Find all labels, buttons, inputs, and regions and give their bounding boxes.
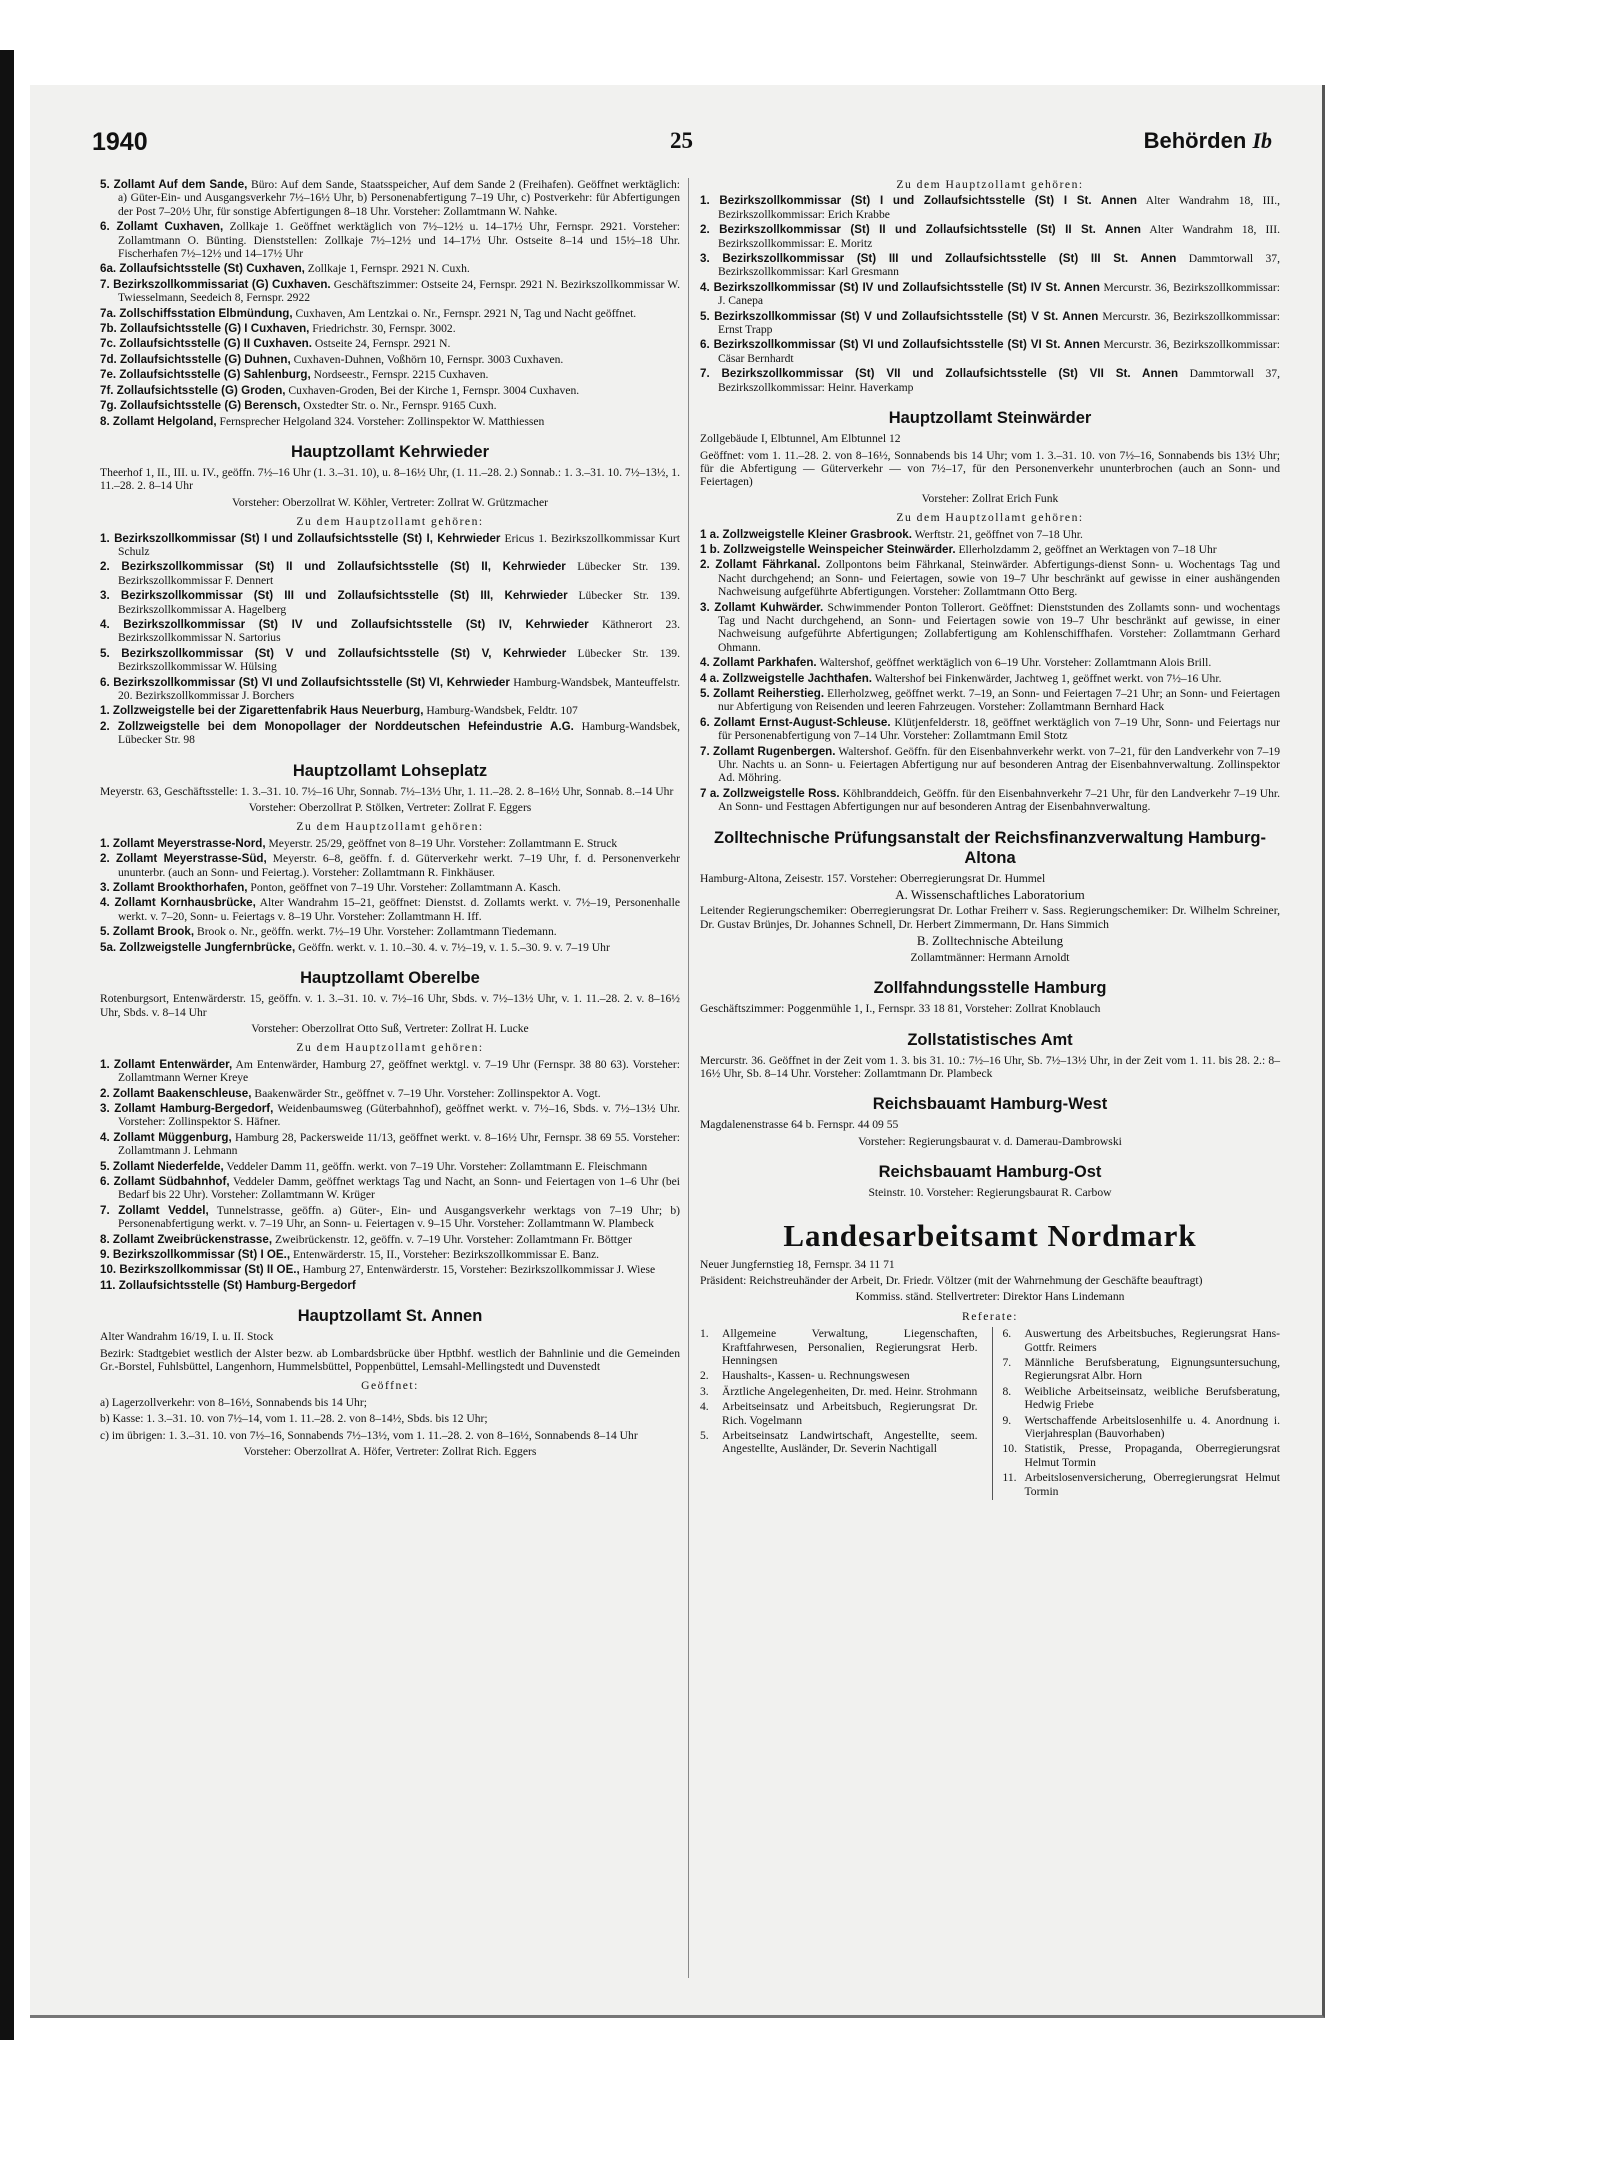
- list-item: 4 a. Zollzweigstelle Jachthafen. Waltershof bei Finkenwärder, Jachtweg 1, geöffnet werkt. von 7½–16 Uhr.: [700, 671, 1222, 685]
- lohseplatz-address: Meyerstr. 63, Geschäftsstelle: 1. 3.–31. 10. 7½–16 Uhr, Sonnab. 7½–13½ Uhr, 1. 11.–28. 2. 8–16½ Uhr, Sonnab. 8.–14 Uhr: [100, 784, 674, 798]
- list-item: a) Lagerzollverkehr: von 8–16½, Sonnabends bis 14 Uhr;: [100, 1395, 367, 1409]
- list-item: 6. Zollamt Südbahnhof, Veddeler Damm, geöffnet werktags Tag und Nacht, an Sonn- und Feiertagen von 1–6 Uhr (bei Bedarf bis 22 Uhr). Vorsteher: Zollamtmann W. Krüger: [100, 1174, 681, 1202]
- header-section: [1144, 128, 1272, 154]
- header-section-code: Ib: [1252, 128, 1272, 153]
- list-item: 1 a. Zollzweigstelle Kleiner Grasbrook. Werftstr. 21, geöffnet von 7–18 Uhr.: [700, 527, 1083, 541]
- referate-left-column: [700, 1327, 978, 1500]
- header-page-number: 25: [670, 128, 693, 153]
- oberelbe-address: Rotenburgsort, Entenwärderstr. 15, geöffn. v. 1. 3.–31. 10. v. 7½–16 Uhr, Sbds. v. 7½–13½ Uhr, v. 1. 11.–28. 2. v. 8–16½ Uhr, Sbds. v. 8–14 Uhr: [100, 992, 680, 1019]
- list-item: 4. Bezirkszollkommissar (St) IV und Zollaufsichtsstelle (St) IV St. Annen Mercurstr. 36, Bezirkszollkommissar: J. Canepa: [700, 280, 1281, 308]
- header-year: 1940: [92, 128, 148, 156]
- list-item: 1. Zollzweigstelle bei der Zigarettenfabrik Haus Neuerburg, Hamburg-Wandsbek, Feldtr. 107: [100, 704, 578, 718]
- pruefung-lab-staff: Leitender Regierungschemiker: Oberregierungsrat Dr. Lothar Freiherr v. Sass. Regierungschemiker: Dr. Wilhelm Schreiner, Dr. Gustav Brünjes, Dr. Johannes Schnell, Dr. Herbert Zimmermann, Dr. Hans Simmich: [700, 904, 1280, 931]
- list-item: 1 b. Zollzweigstelle Weinspeicher Steinwärder. Ellerholzdamm 2, geöffnet an Werktagen von 7–18 Uhr: [700, 542, 1217, 556]
- right-column: [700, 178, 1280, 1500]
- list-item: 6. Zollamt Ernst-August-Schleuse. Klütjenfelderstr. 18, geöffnet werktäglich von 7–19 Uhr, Sonn- und Feiertags nur für Personenabfertigung von 7–14 Uhr. Vorsteher: Zollamtmann Emil Stotz: [700, 715, 1280, 743]
- list-item: 3. Zollamt Hamburg-Bergedorf, Weidenbaumsweg (Güterbahnhof), geöffnet werkt. v. 7½–16, Sbds. v. 7½–13½ Uhr. Vorsteher: Zollinspektor S. Häfner.: [100, 1101, 680, 1129]
- landesarbeitsamt-praesident: Präsident: Reichstreuhänder der Arbeit, Dr. Friedr. Völtzer (mit der Wahrnehmung der Geschäfte beauftragt): [700, 1273, 1203, 1287]
- column-divider: [688, 178, 689, 1978]
- entry-7d: 7d. Zollaufsichtsstelle (G) Duhnen, Cuxhaven-Duhnen, Voßhörn 10, Fernspr. 3003 Cuxhaven.: [100, 352, 564, 366]
- entry-7f: 7f. Zollaufsichtsstelle (G) Groden, Cuxhaven-Groden, Bei der Kirche 1, Fernspr. 3004 Cuxhaven.: [100, 383, 580, 397]
- header-section-label: Behörden: [1143, 128, 1247, 153]
- kehrwieder-address: Theerhof 1, II., III. u. IV., geöffn. 7½–16 Uhr (1. 3.–31. 10), u. 8–16½ Uhr, (1. 11.–28. 2.) Sonnab.: 1. 3.–31. 10. 7½–13½, 1. 11.–28. 2. 8–14 Uhr: [100, 465, 680, 493]
- section-title-zollfahndung: Zollfahndungsstelle Hamburg: [873, 979, 1107, 998]
- pruefung-address: Hamburg-Altona, Zeisestr. 157. Vorsteher: Oberregierungsrat Dr. Hummel: [700, 871, 1046, 885]
- list-item: 2. Zollamt Baakenschleuse, Baakenwärder Str., geöffnet v. 7–19 Uhr. Vorsteher: Zollinspektor A. Vogt.: [100, 1086, 601, 1100]
- entry-7a: 7a. Zollschiffsstation Elbmündung, Cuxhaven, Am Lentzkai o. Nr., Fernspr. 2921 N, Tag und Nacht geöffnet.: [100, 306, 637, 320]
- entry-7g: 7g. Zollaufsichtsstelle (G) Berensch, Oxstedter Str. o. Nr., Fernspr. 9165 Cuxh.: [100, 399, 497, 413]
- zollstatistik-text: Mercurstr. 36. Geöffnet in der Zeit vom 1. 3. bis 31. 10.: 7½–16 Uhr, Sb. 7½–13½ Uhr, in der Zeit vom 1. 11. bis 28. 2.: 8–16½ Uhr, Sb. 8–14 Uhr. Vorsteher: Zollamtmann Dr. Plambeck: [700, 1053, 1280, 1080]
- entry-zollamt-cuxhaven: 6. Zollamt Cuxhaven, Zollkaje 1. Geöffnet werktäglich von 7½–12½ u. 14–17½ Uhr, Fernspr. 2921. Vorsteher: Zollamtmann O. Bünting. Dienststellen: Zollkaje 7½–12½ und 14–17½ Uhr. Ostseite 8–14 und 15½–18 Uhr. Fischerhafen 7½–12½ und 14–17½ Uhr: [100, 220, 680, 261]
- list-item: b) Kasse: 1. 3.–31. 10. von 7½–14, vom 1. 11.–28. 2. von 8–14½, Sbds. bis 12 Uhr;: [100, 1412, 488, 1426]
- section-title-reichsbauamt-west: Reichsbauamt Hamburg-West: [872, 1095, 1108, 1114]
- entry-7e: 7e. Zollaufsichtsstelle (G) Sahlenburg, Nordseestr., Fernspr. 2215 Cuxhaven.: [100, 368, 489, 382]
- entry-8-helgoland: 8. Zollamt Helgoland, Fernsprecher Helgoland 324. Vorsteher: Zollinspektor W. Matthiessen: [100, 414, 545, 428]
- kehrwieder-staff: Vorsteher: Oberzollrat W. Köhler, Vertreter: Zollrat W. Grützmacher: [232, 495, 548, 509]
- lohseplatz-staff: Vorsteher: Oberzollrat P. Stölken, Vertreter: Zollrat F. Eggers: [248, 801, 532, 815]
- list-item: 8. Zollamt Zweibrückenstrasse, Zweibrückenstr. 12, geöffn. v. 7–19 Uhr. Vorsteher: Zollamtmann Fr. Böttger: [100, 1232, 632, 1246]
- list-item: 6. Bezirkszollkommissar (St) VI und Zollaufsichtsstelle (St) VI, Kehrwieder Hamburg-Wandsbek, Manteuffelstr. 20. Bezirkszollkommissar J. Borchers: [100, 675, 680, 702]
- section-title-st-annen: Hauptzollamt St. Annen: [297, 1307, 483, 1326]
- list-item: 7 a. Zollzweigstelle Ross. Köhlbranddeich, Geöffn. für den Eisenbahnverkehr 7–21 Uhr, für den Landverkehr 7–19 Uhr. An Sonn- und Festtagen Abfertigungen nur auf besonderen Antrag der Eisenbahnverwaltung.: [700, 786, 1281, 814]
- list-item: 4. Zollamt Parkhafen. Waltershof, geöffnet werktäglich von 6–19 Uhr. Vorsteher: Zollamtmann Alois Brill.: [700, 656, 1212, 670]
- oberelbe-subhead: Zu dem Hauptzollamt gehören:: [296, 1041, 484, 1055]
- page-header: [92, 128, 1272, 162]
- list-item: 2. Bezirkszollkommissar (St) II und Zollaufsichtsstelle (St) II St. Annen Alter Wandrahm 18, III. Bezirkszollkommissar: E. Moritz: [700, 223, 1280, 250]
- steinwaerder-subhead: Zu dem Hauptzollamt gehören:: [896, 511, 1084, 525]
- landesarbeitsamt-address: Neuer Jungfernstieg 18, Fernspr. 34 11 71: [700, 1257, 895, 1271]
- st-annen-staff: Vorsteher: Oberzollrat A. Höfer, Vertreter: Zollrat Rich. Eggers: [243, 1445, 537, 1459]
- list-item: 3. Ärztliche Angelegenheiten, Dr. med. Heinr. Strohmann: [700, 1384, 978, 1398]
- list-item: 1. Zollamt Meyerstrasse-Nord, Meyerstr. 25/29, geöffnet von 8–19 Uhr. Vorsteher: Zollamtmann E. Struck: [100, 836, 618, 850]
- steinwaerder-hours: Geöffnet: vom 1. 11.–28. 2. von 8–16½, Sonnabends bis 14 Uhr; vom 1. 3.–31. 10. von 7½–16, Sonnabends bis 13½ Uhr; für die Abfertigung — Güterverkehr — von 7½–17, für den Personenverkehr ununterbrochen (auch an Sonn- und Feiertagen): [700, 448, 1280, 489]
- list-item: 4. Bezirkszollkommissar (St) IV und Zollaufsichtsstelle (St) IV, Kehrwieder Käthnerort 23. Bezirkszollkommissar N. Sartorius: [100, 617, 680, 645]
- list-item: 5. Zollamt Niederfelde, Veddeler Damm 11, geöffn. werkt. von 7–19 Uhr. Vorsteher: Zollamtmann E. Fleischmann: [100, 1159, 648, 1173]
- steinwaerder-address: Zollgebäude I, Elbtunnel, Am Elbtunnel 12: [700, 432, 901, 446]
- section-title-steinwaerder: Hauptzollamt Steinwärder: [888, 409, 1092, 428]
- list-item: 10. Bezirkszollkommissar (St) II OE., Hamburg 27, Entenwärderstr. 15, Vorsteher: Bezirkszollkommissar J. Wiese: [100, 1263, 656, 1277]
- section-title-reichsbauamt-ost: Reichsbauamt Hamburg-Ost: [878, 1163, 1102, 1182]
- left-column: [100, 178, 680, 1461]
- pruefung-lab-title: A. Wissenschaftliches Laboratorium: [895, 887, 1085, 903]
- entry-zollamt-auf-dem-sande: 5. Zollamt Auf dem Sande, Büro: Auf dem Sande, Staatsspeicher, Auf dem Sande 2 (Freihafen). Geöffnet werktäglich: a) Güter-Ein- und Ausgangsverkehr 7½–16½ Uhr, b) Personenabfertigung 7–19 Uhr, c) Postverkehr: für Abfertigungen der Post 7–20½ Uhr, für sonstige Abfertigungen 8–18 Uhr. Vorsteher: Zollamtmann W. Nahke.: [100, 178, 680, 218]
- entries-top: [100, 178, 680, 428]
- reichsbauamt-ost-staff: Steinstr. 10. Vorsteher: Regierungsbaurat R. Carbow: [868, 1186, 1112, 1200]
- list-item: 5. Zollamt Brook, Brook o. Nr., geöffn. werkt. 7½–19 Uhr. Vorsteher: Zollamtmann Tiedemann.: [100, 925, 557, 939]
- entry-7b: 7b. Zollaufsichtsstelle (G) I Cuxhaven, Friedrichstr. 30, Fernspr. 3002.: [100, 322, 456, 336]
- st-annen-address: Alter Wandrahm 16/19, I. u. II. Stock: [100, 1330, 274, 1344]
- list-item: 7. Zollamt Rugenbergen. Waltershof. Geöffn. für den Eisenbahnverkehr werkt. von 7–21, für den Landverkehr von 7–19 Uhr. Nachts u. an Sonn- u. Feiertagen Abfertigung nur auf besonderen Antrag der Eisenbahnverwaltung. Zollinspektor Ad. Möhring.: [700, 744, 1281, 785]
- list-item: 9. Bezirkszollkommissar (St) I OE., Entenwärderstr. 15, II., Vorsteher: Bezirkszollkommissar E. Banz.: [100, 1248, 600, 1261]
- list-item: 3. Bezirkszollkommissar (St) III und Zollaufsichtsstelle (St) III St. Annen Dammtorwall 37, Bezirkszollkommissar: Karl Gresmann: [700, 252, 1280, 279]
- annen-subhead: Zu dem Hauptzollamt gehören:: [896, 178, 1084, 191]
- list-item: 7. Männliche Berufsberatung, Eignungsuntersuchung, Regierungsrat Albr. Horn: [1002, 1355, 1280, 1383]
- list-item: 6. Auswertung des Arbeitsbuches, Regierungsrat Hans-Gottfr. Reimers: [1002, 1327, 1280, 1354]
- list-item: 5. Zollamt Reiherstieg. Ellerholzweg, geöffnet werkt. 7–19, an Sonn- und Feiertagen 7–21 Uhr; an Sonn- und Feiertagen nur Abfertigung von Reisenden und leeren Fahrzeugen. Vorsteher: Zollamtmann Bernhard Hack: [700, 687, 1280, 714]
- list-item: 6. Bezirkszollkommissar (St) VI und Zollaufsichtsstelle (St) VI St. Annen Mercurstr. 36, Bezirkszollkommissar: Cäsar Bernhardt: [700, 338, 1281, 365]
- landesarbeitsamt-vertreter: Kommiss. ständ. Stellvertreter: Direktor Hans Lindemann: [855, 1290, 1125, 1304]
- section-title-pruefungsanstalt: Zolltechnische Prüfungsanstalt der Reichsfinanzverwaltung Hamburg-Altona: [714, 828, 1266, 867]
- list-item: 2. Zollamt Fährkanal. Zollpontons beim Fährkanal, Steinwärder. Abfertigungs-dienst Sonn- u. Wochentags Tag und Nacht durchgehend; an Sonn- und Feiertagen, sowie von 19–7 Uhr beschränkt auf gewisse in einer aushängenden Nachweisung aufgeführte Abfertigungen. Vorsteher: Zollamtmann Otto Berg.: [700, 558, 1281, 599]
- entry-7: 7. Bezirkszollkommissariat (G) Cuxhaven. Geschäftszimmer: Ostseite 24, Fernspr. 2921 N. Bezirkszollkommissar W. Twiesselmann, Seedeich 8, Fernspr. 2922: [100, 277, 680, 305]
- list-item: 4. Zollamt Kornhausbrücke, Alter Wandrahm 15–21, geöffnet: Dienstst. d. Zollamts werkt. v. 7½–19, Personenhalle werkt. v. 7–20, Sonn- u. Feiertags v. 8–19 Uhr. Vorsteher: Zollamtmann H. Iff.: [100, 896, 680, 923]
- list-item: 1. Zollamt Entenwärder, Am Entenwärder, Hamburg 27, geöffnet werktgl. v. 7–19 Uhr (Fernspr. 38 80 63). Vorsteher: Zollamtmann Werner Kreye: [100, 1057, 680, 1085]
- referate-list: [700, 1327, 1280, 1500]
- referate-label: Referate:: [962, 1309, 1018, 1323]
- list-item: 3. Bezirkszollkommissar (St) III und Zollaufsichtsstelle (St) III, Kehrwieder Lübecker Str. 139. Bezirkszollkommissar A. Hagelberg: [100, 589, 681, 616]
- list-item: 3. Zollamt Kuhwärder. Schwimmender Ponton Tollerort. Geöffnet: Dienststunden des Zollamts sonn- und wochentags Tag und Nacht durchgehend, an Sonn- und Feiertagen sowie von 19–7 Uhr beschränkt auf gewisse, in einer Nachweisung aufgeführte Abfertigungen; Zollabfertigung am Kohlenschiffhafen. Vorsteher: Zollamtmann Gerhard Ohmann.: [700, 600, 1280, 654]
- section-title-kehrwieder: Hauptzollamt Kehrwieder: [290, 442, 490, 461]
- pruefung-tech-staff: Zollamtmänner: Hermann Arnoldt: [910, 950, 1070, 964]
- steinwaerder-staff: Vorsteher: Zollrat Erich Funk: [921, 491, 1059, 505]
- entry-6a: 6a. Zollaufsichtsstelle (St) Cuxhaven, Zollkaje 1, Fernspr. 2921 N. Cuxh.: [100, 262, 470, 276]
- list-item: 2. Bezirkszollkommissar (St) II und Zollaufsichtsstelle (St) II, Kehrwieder Lübecker Str. 139. Bezirkszollkommissar F. Dennert: [100, 560, 680, 587]
- pruefung-tech-title: B. Zolltechnische Abteilung: [916, 933, 1064, 949]
- reichsbauamt-west-staff: Vorsteher: Regierungsbaurat v. d. Damerau-Dambrowski: [858, 1134, 1122, 1148]
- list-item: 7. Bezirkszollkommissar (St) VII und Zollaufsichtsstelle (St) VII St. Annen Dammtorwall 37, Bezirkszollkommissar: Heinr. Haverkamp: [700, 367, 1280, 394]
- list-item: 1. Bezirkszollkommissar (St) I und Zollaufsichtsstelle (St) I, Kehrwieder Ericus 1. Bezirkszollkommissar Kurt Schulz: [100, 531, 680, 558]
- lohseplatz-subhead: Zu dem Hauptzollamt gehören:: [296, 820, 484, 834]
- list-item: 7. Zollamt Veddel, Tunnelstrasse, geöffn. a) Güter-, Ein- und Ausgangsverkehr werktags von 7–19 Uhr; b) Personenabfertigung werkt. v. 7–19 Uhr, an Sonn- u. Feiertagen v. 9–15 Uhr. Vorsteher: Zollamtmann W. Plambeck: [100, 1203, 680, 1231]
- reichsbauamt-west-address: Magdalenenstrasse 64 b. Fernspr. 44 09 55: [700, 1118, 899, 1132]
- section-title-oberelbe: Hauptzollamt Oberelbe: [300, 969, 480, 988]
- list-item: 2. Haushalts-, Kassen- u. Rechnungswesen: [700, 1369, 910, 1383]
- oberelbe-staff: Vorsteher: Oberzollrat Otto Suß, Vertreter: Zollrat H. Lucke: [251, 1021, 529, 1035]
- list-item: 5. Bezirkszollkommissar (St) V und Zollaufsichtsstelle (St) V, Kehrwieder Lübecker Str. 139. Bezirkszollkommissar W. Hülsing: [100, 646, 680, 674]
- list-item: 5. Bezirkszollkommissar (St) V und Zollaufsichtsstelle (St) V St. Annen Mercurstr. 36, Bezirkszollkommissar: Ernst Trapp: [700, 309, 1280, 337]
- list-item: c) im übrigen: 1. 3.–31. 10. von 7½–16, Sonnabends 7½–13½, vom 1. 11.–28. 2. von 8–16½, Sonnabends 8–14 Uhr: [100, 1428, 638, 1442]
- list-item: 11. Zollaufsichtsstelle (St) Hamburg-Bergedorf: [100, 1278, 356, 1292]
- list-item: 11. Arbeitslosenversicherung, Oberregierungsrat Helmut Tormin: [1002, 1471, 1280, 1498]
- list-item: 2. Zollzweigstelle bei dem Monopollager der Norddeutschen Hefeindustrie A.G. Hamburg-Wandsbek, Lübecker Str. 98: [100, 719, 680, 747]
- scan-edge: [0, 50, 14, 2040]
- list-item: 8. Weibliche Arbeitseinsatz, weibliche Berufsberatung, Hedwig Friebe: [1002, 1384, 1280, 1412]
- list-item: 5. Arbeitseinsatz Landwirtschaft, Angestellte, seem. Angestellte, Ausländer, Dr. Severin Nachtigall: [700, 1429, 978, 1456]
- list-item: 2. Zollamt Meyerstrasse-Süd, Meyerstr. 6–8, geöffn. f. d. Güterverkehr werkt. 7–19 Uhr, f. d. Personenverkehr ununterbr. (auch an Sonn- und Feiertag.). Vorsteher: Zollamtmann R. Finkhäuser.: [100, 852, 680, 879]
- kehrwieder-subhead: Zu dem Hauptzollamt gehören:: [296, 515, 484, 529]
- list-item: 4. Arbeitseinsatz und Arbeitsbuch, Regierungsrat Dr. Rich. Vogelmann: [700, 1400, 978, 1427]
- st-annen-bezirk: Bezirk: Stadtgebiet westlich der Alster bezw. ab Lombardsbrücke über Hptbhf. westlich der Bahnlinie und die Gemeinden Gr.-Borstel, Fuhlsbüttel, Langenhorn, Hummelsbüttel, Poppenbüttel, Lemsahl-Mellingstedt und Duvenstedt: [100, 1346, 680, 1374]
- list-item: 1. Allgemeine Verwaltung, Liegenschaften, Kraftfahrwesen, Personalien, Regierungsrat Herb. Henningsen: [700, 1327, 978, 1367]
- entry-7c: 7c. Zollaufsichtsstelle (G) II Cuxhaven. Ostseite 24, Fernspr. 2921 N.: [100, 337, 451, 351]
- list-item: 4. Zollamt Müggenburg, Hamburg 28, Packersweide 11/13, geöffnet werkt. v. 8–16½ Uhr, Fernspr. 38 69 55. Vorsteher: Zollamtmann J. Lehmann: [100, 1130, 680, 1158]
- list-item: 9. Wertschaffende Arbeitslosenhilfe u. 4. Anordnung i. Vierjahresplan (Bauvorhaben): [1002, 1413, 1280, 1440]
- list-item: 3. Zollamt Brookthorhafen, Ponton, geöffnet von 7–19 Uhr. Vorsteher: Zollamtmann A. Kasch.: [100, 881, 561, 895]
- section-title-zollstatistik: Zollstatistisches Amt: [907, 1030, 1073, 1049]
- referate-right-column: [992, 1327, 1281, 1500]
- list-item: 5a. Zollzweigstelle Jungfernbrücke, Geöffn. werkt. v. 1. 10.–30. 4. v. 7½–19, v. 1. 5.–30. 9. v. 7–19 Uhr: [100, 940, 610, 954]
- list-item: 1. Bezirkszollkommissar (St) I und Zollaufsichtsstelle (St) I St. Annen Alter Wandrahm 18, III., Bezirkszollkommissar: Erich Krabbe: [700, 194, 1280, 221]
- zollfahndung-text: Geschäftszimmer: Poggenmühle 1, I., Fernspr. 33 18 81, Vorsteher: Zollrat Knoblauch: [700, 1002, 1101, 1016]
- st-annen-geoeffnet: Geöffnet:: [361, 1379, 419, 1393]
- list-item: 10. Statistik, Presse, Propaganda, Oberregierungsrat Helmut Tormin: [1002, 1442, 1280, 1469]
- section-title-lohseplatz: Hauptzollamt Lohseplatz: [292, 761, 488, 780]
- section-title-landesarbeitsamt: Landesarbeitsamt Nordmark: [783, 1217, 1197, 1253]
